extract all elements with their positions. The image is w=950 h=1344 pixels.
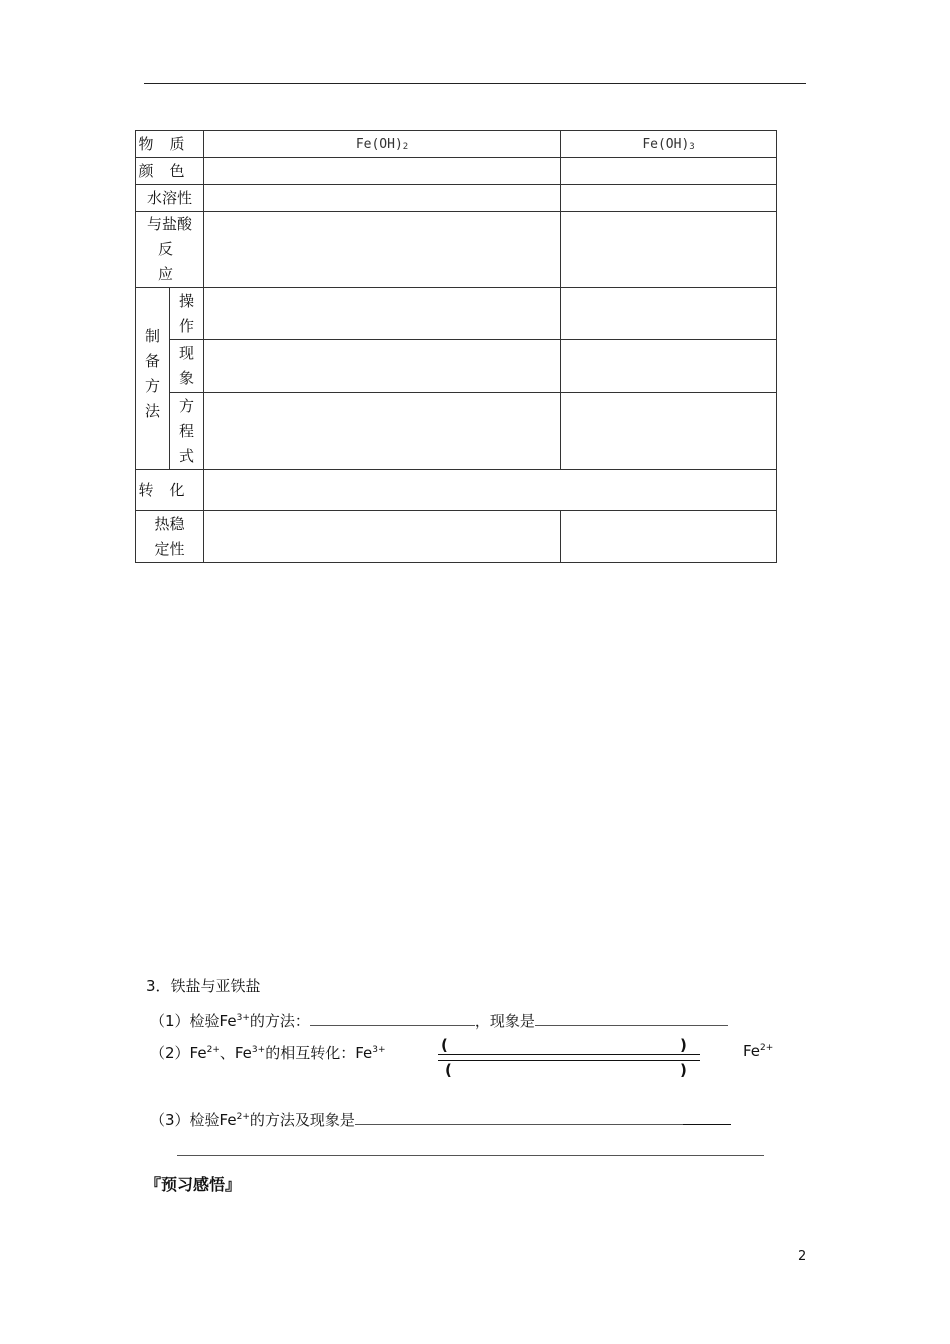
preview-reflection-heading: 『预习感悟』 <box>145 1175 242 1194</box>
answer-blank-fe2-test-end[interactable] <box>683 1112 731 1125</box>
reagent-bracket-close-top: ) <box>680 1036 687 1054</box>
answer-line-continuation[interactable] <box>177 1155 764 1156</box>
cell-thermal-fe-oh-3[interactable] <box>561 511 777 563</box>
cell-hcl-fe-oh-2[interactable] <box>204 212 561 288</box>
header-rule <box>144 83 806 84</box>
sub-label-operation: 操 作 <box>170 288 204 340</box>
question-2: $(2)Fe^{2+}$、$Fe^{3+}$的相互转化：$Fe^{3+}$ <box>150 1044 386 1062</box>
page-number: 2 <box>798 1249 807 1264</box>
cell-color-fe-oh-3[interactable] <box>561 158 777 185</box>
cell-thermal-fe-oh-2[interactable] <box>204 511 561 563</box>
cell-solubility-fe-oh-3[interactable] <box>561 185 777 212</box>
section-3-title: 3．铁盐与亚铁盐 <box>146 977 261 995</box>
column-header-fe-oh-3: $Fe(OH)_3$ <box>561 131 777 158</box>
answer-blank-method[interactable] <box>310 1013 475 1026</box>
cell-solubility-fe-oh-2[interactable] <box>204 185 561 212</box>
cell-equation-fe-oh-2[interactable] <box>204 393 561 470</box>
cell-operation-fe-oh-2[interactable] <box>204 288 561 340</box>
answer-blank-phenomenon[interactable] <box>535 1013 728 1026</box>
column-header-fe-oh-2: $Fe(OH)_2$ <box>204 131 561 158</box>
reverse-arrow-line <box>438 1060 700 1061</box>
cell-operation-fe-oh-3[interactable] <box>561 288 777 340</box>
row-label-hcl-reaction: 与盐酸 反 应 <box>136 212 204 288</box>
reagent-bracket-open-bottom: ( <box>445 1061 452 1079</box>
row-label-thermal-stability: 热稳 定性 <box>136 511 204 563</box>
row-label-preparation: 制 备 方 法 <box>136 288 170 470</box>
reagent-bracket-close-bottom: ) <box>680 1061 687 1079</box>
row-label-conversion: 转化 <box>136 470 204 511</box>
row-label-color: 颜色 <box>136 158 204 185</box>
cell-hcl-fe-oh-3[interactable] <box>561 212 777 288</box>
reagent-bracket-open-top: ( <box>441 1036 448 1054</box>
cell-color-fe-oh-2[interactable] <box>204 158 561 185</box>
hydroxide-properties-table <box>135 130 777 563</box>
answer-blank-fe2-test[interactable] <box>355 1112 683 1125</box>
row-label-solubility: 水溶性 <box>136 185 204 212</box>
row-label-substance: 物质 <box>136 131 204 158</box>
question-3: （3）检验$Fe^{2+}$的方法及现象是 <box>150 1109 731 1130</box>
forward-arrow-line <box>438 1054 700 1055</box>
cell-equation-fe-oh-3[interactable] <box>561 393 777 470</box>
question-1: （1）检验$Fe^{3+}$的方法： ，现象是 <box>150 1010 728 1031</box>
cell-phenomenon-fe-oh-3[interactable] <box>561 340 777 393</box>
cell-conversion[interactable] <box>204 470 777 511</box>
sub-label-phenomenon: 现 象 <box>170 340 204 393</box>
cell-phenomenon-fe-oh-2[interactable] <box>204 340 561 393</box>
fe2-label: $Fe^{2+}$ <box>743 1042 774 1060</box>
sub-label-equation: 方 程 式 <box>170 393 204 470</box>
